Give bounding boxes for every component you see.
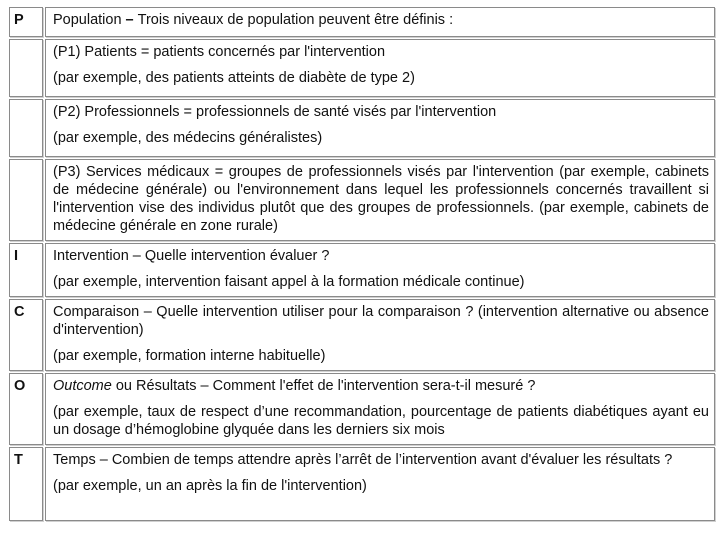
letter-cell xyxy=(9,243,43,297)
row-example: (par exemple, des médecins généralistes) xyxy=(53,130,323,146)
row-letter: P xyxy=(14,12,24,28)
letter-cell xyxy=(9,7,43,37)
content-cell xyxy=(45,7,715,37)
row-definition: (P3) Services médicaux = groupes de professionnels visés par l'intervention (par exemple, cabinets de médecine générale) ou l'environnement dans lequel les professionnels concernés travaillent si l'intervention vise des individus plutôt que des groupes de professionnels. (par exemple, cabinets de médecine générale en zone rurale) xyxy=(53,164,709,234)
letter-cell xyxy=(9,39,43,97)
row-example: (par exemple, formation interne habituelle) xyxy=(53,348,326,364)
row-letter xyxy=(10,40,42,44)
row-definition: (P2) Professionnels = professionnels de santé visés par l'intervention xyxy=(53,104,497,120)
question-text: ou Résultats – Comment l'effet de l'intervention sera-t-il mesuré ? xyxy=(111,378,536,394)
content-cell xyxy=(45,39,715,97)
table-row xyxy=(8,242,716,298)
pico-table xyxy=(8,6,716,534)
population-heading xyxy=(46,8,714,31)
letter-cell xyxy=(9,99,43,157)
row-letter xyxy=(10,100,42,104)
letter-cell xyxy=(9,159,43,241)
row-example: (par exemple, un an après la fin de l'intervention) xyxy=(53,478,367,494)
table-row xyxy=(8,446,716,522)
table-row xyxy=(8,38,716,98)
content-cell xyxy=(45,99,715,157)
row-letter: I xyxy=(14,248,19,264)
row-example: (par exemple, des patients atteints de diabète de type 2) xyxy=(53,70,415,86)
heading-text: Trois niveaux de population peuvent être définis : xyxy=(137,12,454,28)
row-example: (par exemple, intervention faisant appel à la formation médicale continue) xyxy=(53,274,525,290)
table-row xyxy=(8,158,716,242)
row-question xyxy=(53,303,709,339)
letter-cell xyxy=(9,373,43,445)
row-question: Temps – Combien de temps attendre après l’arrêt de l’intervention avant d'évaluer les résultats ? xyxy=(53,452,673,468)
heading-dash: – xyxy=(121,12,138,28)
table-row xyxy=(8,298,716,372)
content-cell xyxy=(45,373,715,445)
content-cell xyxy=(45,243,715,297)
row-letter: O xyxy=(14,378,26,394)
row-letter: C xyxy=(14,304,25,320)
row-letter xyxy=(10,160,42,164)
heading-term: Population xyxy=(53,12,122,28)
row-example: (par exemple, taux de respect d’une recommandation, pourcentage de patients diabétiques ayant eu un dosage d’hémoglobine glyquée dans les derniers six mois xyxy=(53,404,709,438)
row-letter: T xyxy=(14,452,23,468)
question-term: Outcome xyxy=(53,378,112,394)
letter-cell xyxy=(9,299,43,371)
question-term: Comparaison xyxy=(53,304,140,320)
table-row xyxy=(8,6,716,38)
row-question xyxy=(53,377,709,395)
letter-cell xyxy=(9,447,43,521)
content-cell xyxy=(45,159,715,241)
content-cell xyxy=(45,447,715,521)
row-definition: (P1) Patients = patients concernés par l'intervention xyxy=(53,44,386,60)
content-cell xyxy=(45,299,715,371)
table-row xyxy=(8,372,716,446)
pico-grid xyxy=(8,6,716,522)
table-row xyxy=(8,98,716,158)
question-text: – Quelle intervention utiliser pour la comparaison ? (intervention alternative ou absence d'intervention) xyxy=(53,304,709,338)
row-question: Intervention – Quelle intervention évaluer ? xyxy=(53,248,330,264)
